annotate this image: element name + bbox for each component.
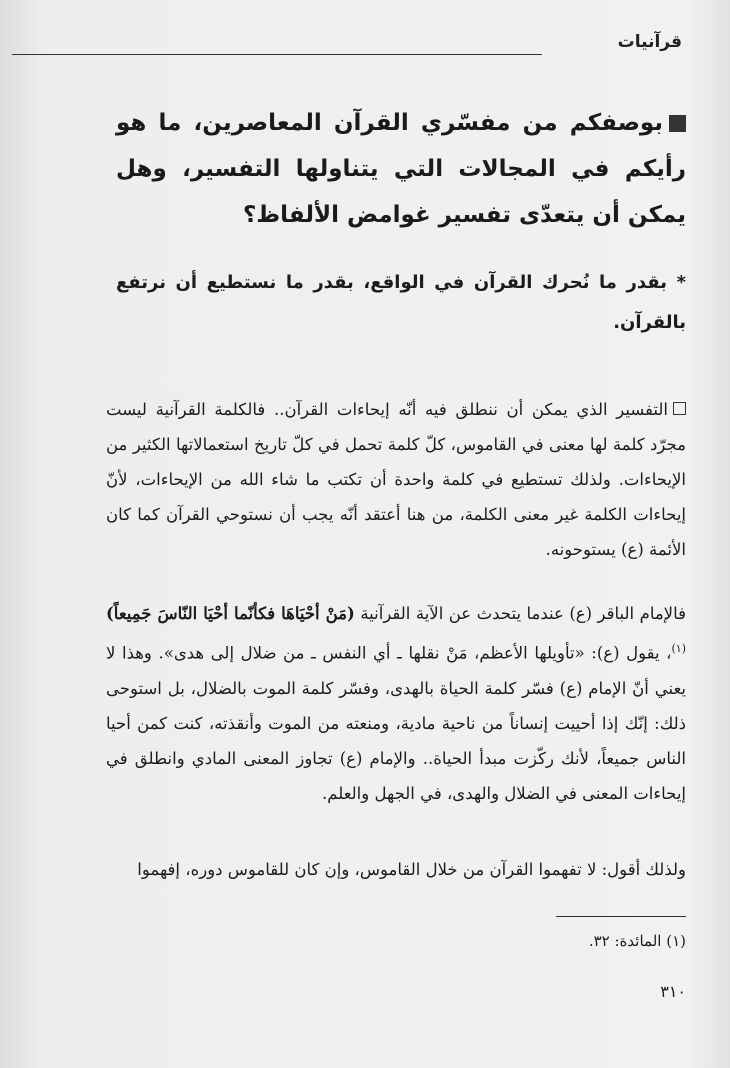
filled-square-icon bbox=[669, 115, 686, 132]
quran-verse: (مَنْ أحْيَاهَا فكأنّما أحْيَا النّاسَ جَمِيعاً) bbox=[106, 604, 355, 623]
footnote-rule bbox=[556, 916, 686, 917]
paragraph-2-intro: فالإمام الباقر (ع) عندما يتحدث عن الآية القرآنية bbox=[360, 604, 687, 623]
footnote: (١) المائدة: ٣٢. bbox=[588, 932, 686, 950]
paragraph-2 bbox=[106, 596, 686, 811]
footnote-reference[interactable]: (١) bbox=[671, 642, 686, 655]
running-header-title: قرآنيات bbox=[617, 32, 682, 52]
interview-question bbox=[116, 100, 686, 238]
page-number: ٣١٠ bbox=[660, 982, 686, 1001]
empty-square-icon bbox=[673, 402, 686, 415]
header-rule bbox=[12, 54, 542, 55]
question-text: بوصفكم من مفسّري القرآن المعاصرين، ما هو رأيكم في المجالات التي يتناولها التفسير، وهل يمكن أن يتعدّى تفسير غوامض الألفاظ؟ bbox=[116, 110, 686, 228]
paragraph-1-text: التفسير الذي يمكن أن ننطلق فيه أنّه إيحاءات القرآن.. فالكلمة القرآنية ليست مجرّد كلمة لها معنى في القاموس، كلّ كلمة تحمل في كلّ تاريخ استعمالاتها الكثير من الإيحاءات. ولذلك تستطيع في كلمة واحدة أن تكتب ما شاء الله من الإيحاءات، لأنّ إيحاءات الكلمة غير معنى الكلمة، من هنا أعتقد أنّه يجب أن نستوحي القرآن كما كان الأئمة (ع) يستوحونه. bbox=[106, 400, 686, 559]
paragraph-3: ولذلك أقول: لا تفهموا القرآن من خلال القاموس، وإن كان للقاموس دوره، إفهموا bbox=[137, 860, 686, 879]
interview-answer: * بقدر ما نُحرك القرآن في الواقع، بقدر ما نستطيع أن نرتفع بالقرآن. bbox=[116, 272, 686, 333]
paragraph-1 bbox=[106, 392, 686, 567]
paragraph-2-rest: ، يقول (ع): «تأويلها الأعظم، مَنْ نقلها ـ أي النفس ـ من ضلال إلى هدى». وهذا لا يعني أنّ الإمام (ع) فسّر كلمة الحياة بالهدى، وفسّر كلمة الموت بالضلال، بل استوحى ذلك: إنّك إذا أحييت إنساناً من ناحية مادية، ومنعته من الموت وأنقذته، كنت كمن أحيا الناس جميعاً، لأنك ركّزت مبدأ الحياة.. والإمام (ع) تجاوز المعنى المادي وانطلق في إيحاءات المعنى في الضلال والهدى، في الجهل والعلم. bbox=[106, 643, 686, 803]
